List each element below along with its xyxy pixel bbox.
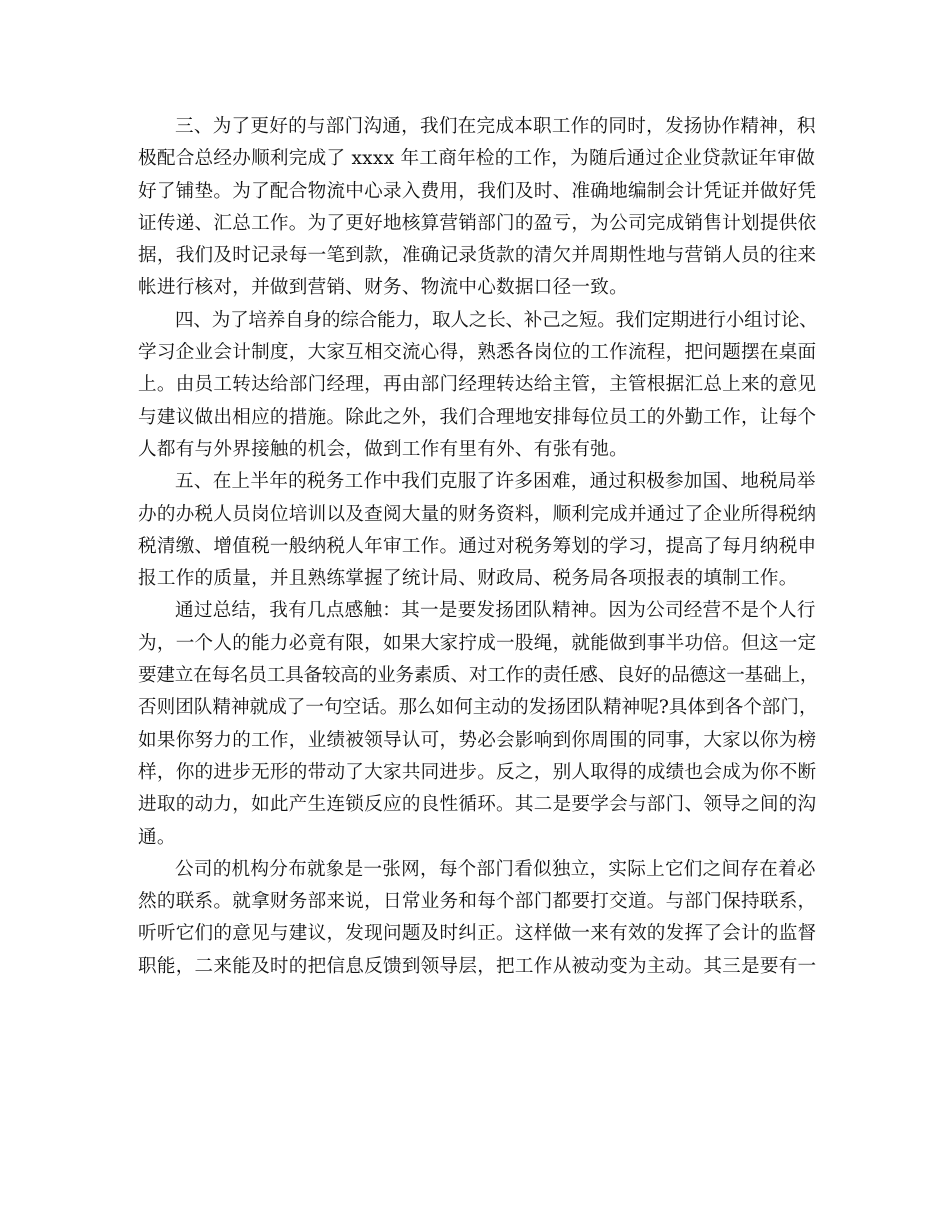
paragraph-line: 进取的动力，如此产生连锁反应的良性循环。其二是要学会与部门、领导之间的沟 (138, 794, 817, 816)
paragraph-line: 极配合总经办顺利完成了 xxxx 年工商年检的工作，为随后通过企业贷款证年审做 (138, 148, 816, 170)
paragraph-line: 通。 (138, 826, 176, 848)
paragraph-first-line: 三、为了更好的与部门沟通，我们在完成本职工作的同时，发扬协作精神，积 (175, 116, 816, 137)
paragraph-line: 与建议做出相应的措施。除此之外，我们合理地安排每位员工的外勤工作，让每个 (138, 406, 817, 428)
paragraph-line: 然的联系。就拿财务部来说，日常业务和每个部门都要打交道。与部门保持联系， (138, 891, 817, 913)
document-body (138, 111, 818, 983)
paragraph-first-line: 四、为了培养自身的综合能力，取人之长、补己之短。我们定期进行小组讨论、 (175, 309, 818, 331)
paragraph-line: 职能，二来能及时的把信息反馈到领导层，把工作从被动变为主动。其三是要有一 (138, 955, 817, 977)
paragraph-line: 样，你的进步无形的带动了大家共同进步。反之，别人取得的成绩也会成为你不断 (138, 761, 817, 783)
paragraph-line: 帐进行核对，并做到营销、财务、物流中心数据口径一致。 (138, 277, 628, 299)
paragraph-line: 学习企业会计制度，大家互相交流心得，熟悉各岗位的工作流程，把问题摆在桌面 (138, 342, 817, 364)
paragraph-first-line: 五、在上半年的税务工作中我们克服了许多困难，通过积极参加国、地税局举 (175, 471, 816, 493)
paragraph-line: 税清缴、增值税一般纳税人年审工作。通过对税务筹划的学习，提高了每月纳税申 (138, 535, 817, 557)
paragraph-line: 好了铺垫。为了配合物流中心录入费用，我们及时、准确地编制会计凭证并做好凭 (138, 180, 817, 202)
paragraph-line: 据，我们及时记录每一笔到款，准确记录货款的清欠并周期性地与营销人员的往来 (138, 245, 817, 267)
paragraph-line: 否则团队精神就成了一句空话。那么如何主动的发扬团队精神呢?具体到各个部门， (138, 697, 818, 719)
paragraph-line: 报工作的质量，并且熟练掌握了统计局、财政局、税务局各项报表的填制工作。 (138, 568, 798, 590)
paragraph-first-line: 公司的机构分布就象是一张网，每个部门看似独立，实际上它们之间存在着必 (175, 858, 816, 880)
paragraph-first-line: 通过总结，我有几点感触：其一是要发扬团队精神。因为公司经营不是个人行 (175, 600, 816, 622)
paragraph-line: 要建立在每名员工具备较高的业务素质、对工作的责任感、良好的品德这一基础上， (138, 665, 819, 687)
paragraph-line: 如果你努力的工作，业绩被领导认可，势必会影响到你周围的同事，大家以你为榜 (138, 729, 817, 751)
paragraph-line: 证传递、汇总工作。为了更好地核算营销部门的盈亏，为公司完成销售计划提供依 (138, 212, 817, 234)
paragraph-line: 人都有与外界接触的机会，做到工作有里有外、有张有弛。 (138, 438, 628, 460)
paragraph-line: 办的办税人员岗位培训以及查阅大量的财务资料，顺利完成并通过了企业所得税纳 (138, 503, 817, 525)
paragraph-line: 听听它们的意见与建议，发现问题及时纠正。这样做一来有效的发挥了会计的监督 (138, 923, 817, 945)
paragraph-line: 上。由员工转达给部门经理，再由部门经理转达给主管，主管根据汇总上来的意见 (138, 374, 817, 396)
paragraph-line: 为，一个人的能力必竟有限，如果大家拧成一股绳，就能做到事半功倍。但这一定 (138, 632, 817, 654)
